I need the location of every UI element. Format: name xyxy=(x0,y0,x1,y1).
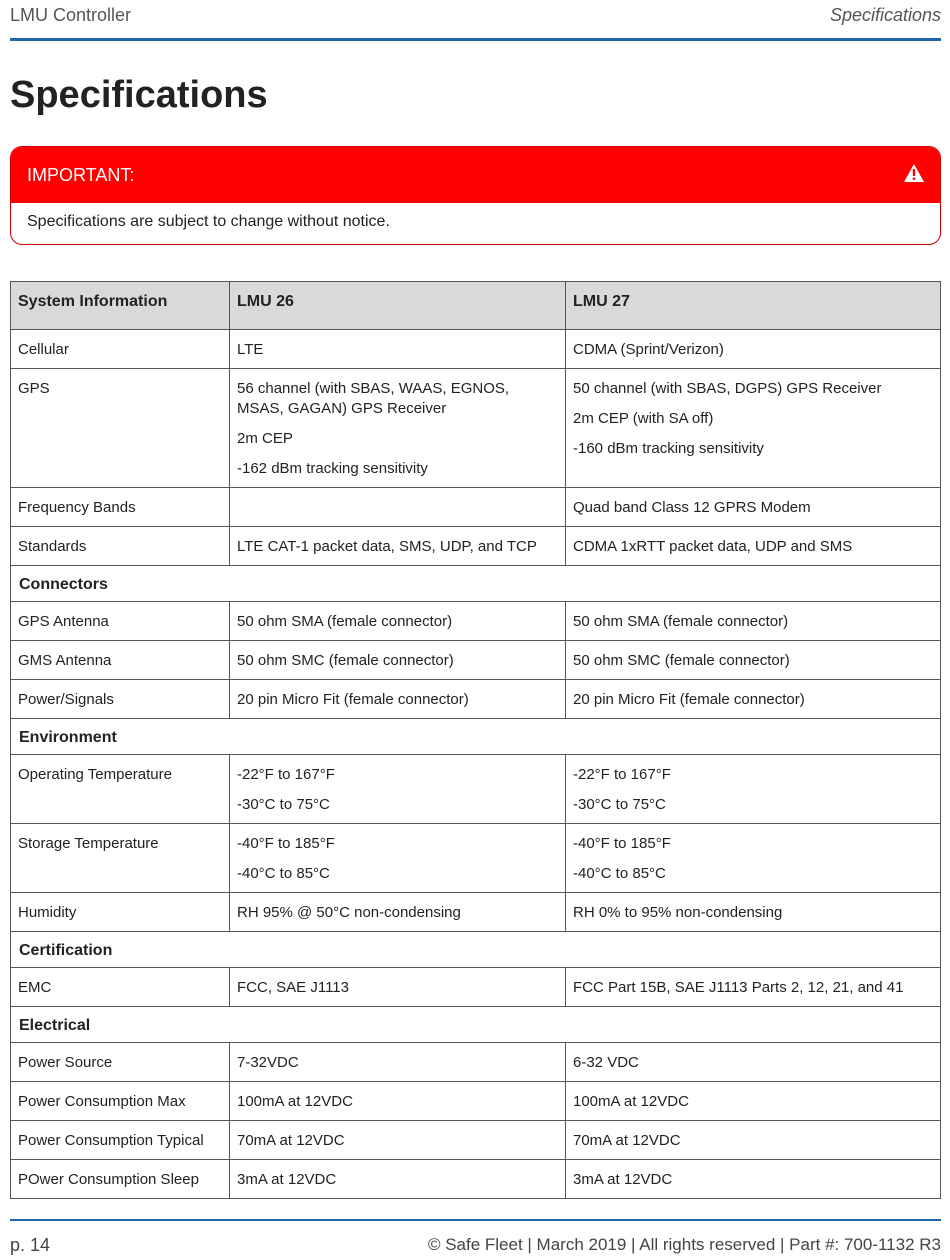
spec-cell xyxy=(230,1043,566,1082)
table-row xyxy=(11,641,941,680)
page-footer xyxy=(10,1219,941,1255)
spec-cell xyxy=(230,488,566,527)
spec-cell xyxy=(566,893,941,932)
column-header: LMU 26 xyxy=(230,282,566,330)
spec-cell xyxy=(230,602,566,641)
cell-text: -22°F to 167°F xyxy=(237,766,335,783)
cell-text: -40°C to 85°C xyxy=(237,865,330,882)
cell-text: CDMA 1xRTT packet data, UDP and SMS xyxy=(573,538,853,555)
section-heading: Connectors xyxy=(11,566,941,602)
spec-cell xyxy=(230,824,566,893)
row-label xyxy=(11,330,230,369)
spec-cell xyxy=(230,1082,566,1121)
cell-text: 50 ohm SMC (female connector) xyxy=(237,652,454,669)
row-label xyxy=(11,755,230,824)
cell-text: 3mA at 12VDC xyxy=(237,1171,337,1188)
table-row xyxy=(11,1121,941,1160)
spec-cell xyxy=(230,893,566,932)
row-label xyxy=(11,893,230,932)
spec-cell xyxy=(566,1082,941,1121)
row-label xyxy=(11,968,230,1007)
spec-cell xyxy=(566,641,941,680)
cell-text: 50 ohm SMA (female connector) xyxy=(237,613,453,630)
page-number: p. 14 xyxy=(10,1235,51,1255)
section-row xyxy=(11,719,941,755)
spec-cell xyxy=(566,1121,941,1160)
spec-cell xyxy=(566,755,941,824)
row-label xyxy=(11,1082,230,1121)
section-heading: Certification xyxy=(11,932,941,968)
cell-text: 2m CEP xyxy=(237,430,293,447)
spec-cell xyxy=(230,330,566,369)
section-heading: Environment xyxy=(11,719,941,755)
warning-icon xyxy=(904,164,924,187)
cell-text: 20 pin Micro Fit (female connector) xyxy=(237,691,469,708)
cell-text: Humidity xyxy=(18,904,77,921)
table-row xyxy=(11,824,941,893)
row-label xyxy=(11,641,230,680)
row-label xyxy=(11,488,230,527)
cell-text: Standards xyxy=(18,538,87,555)
table-row xyxy=(11,1082,941,1121)
cell-text: GPS Antenna xyxy=(18,613,109,630)
cell-text: -40°C to 85°C xyxy=(573,865,666,882)
cell-text: 7-32VDC xyxy=(237,1054,299,1071)
cell-text: 50 channel (with SBAS, DGPS) GPS Receiver xyxy=(573,380,882,397)
spec-cell xyxy=(566,488,941,527)
table-header-row xyxy=(11,282,941,330)
cell-text: Quad band Class 12 GPRS Modem xyxy=(573,499,811,516)
spec-cell xyxy=(230,369,566,488)
row-label xyxy=(11,602,230,641)
table-row xyxy=(11,1160,941,1199)
cell-text: 100mA at 12VDC xyxy=(573,1093,689,1110)
spec-cell xyxy=(230,641,566,680)
cell-text: 56 channel (with SBAS, WAAS, EGNOS, MSAS, GAGAN) GPS Receiver xyxy=(237,380,510,417)
notice-text: Specifications are subject to change without notice. xyxy=(27,213,390,230)
cell-text: 20 pin Micro Fit (female connector) xyxy=(573,691,805,708)
cell-text: 70mA at 12VDC xyxy=(573,1132,681,1149)
column-header: LMU 27 xyxy=(566,282,941,330)
cell-text: RH 95% @ 50°C non-condensing xyxy=(237,904,461,921)
table-row xyxy=(11,680,941,719)
cell-text: 70mA at 12VDC xyxy=(237,1132,345,1149)
cell-text: EMC xyxy=(18,979,52,996)
table-row xyxy=(11,488,941,527)
table-row xyxy=(11,602,941,641)
table-row xyxy=(11,755,941,824)
spec-cell xyxy=(230,527,566,566)
page-header xyxy=(10,0,941,41)
cell-text: -160 dBm tracking sensitivity xyxy=(573,440,764,457)
table-row xyxy=(11,1043,941,1082)
row-label xyxy=(11,369,230,488)
spec-cell xyxy=(566,968,941,1007)
cell-text: 3mA at 12VDC xyxy=(573,1171,673,1188)
cell-text: Power Source xyxy=(18,1054,113,1071)
spec-cell xyxy=(566,369,941,488)
cell-text: Storage Temperature xyxy=(18,835,159,852)
spec-cell xyxy=(230,680,566,719)
cell-text: -30°C to 75°C xyxy=(573,796,666,813)
spec-cell xyxy=(230,1160,566,1199)
row-label xyxy=(11,824,230,893)
table-row xyxy=(11,893,941,932)
cell-text: Power Consumption Max xyxy=(18,1093,186,1110)
row-label xyxy=(11,680,230,719)
cell-text: GMS Antenna xyxy=(18,652,112,669)
cell-text: -30°C to 75°C xyxy=(237,796,330,813)
cell-text: -22°F to 167°F xyxy=(573,766,671,783)
cell-text: 6-32 VDC xyxy=(573,1054,639,1071)
row-label xyxy=(11,1160,230,1199)
column-header: System Information xyxy=(11,282,230,330)
cell-text: Operating Temperature xyxy=(18,766,172,783)
section-title: Specifications xyxy=(829,5,941,25)
section-row xyxy=(11,932,941,968)
spec-cell xyxy=(566,1160,941,1199)
row-label xyxy=(11,1121,230,1160)
spec-cell xyxy=(566,680,941,719)
cell-text: -40°F to 185°F xyxy=(237,835,335,852)
section-row xyxy=(11,1007,941,1043)
cell-text: GPS xyxy=(18,380,50,397)
spec-cell xyxy=(230,755,566,824)
important-notice xyxy=(10,146,941,245)
spec-cell xyxy=(566,1043,941,1082)
cell-text: -162 dBm tracking sensitivity xyxy=(237,460,428,477)
table-row xyxy=(11,330,941,369)
cell-text: Frequency Bands xyxy=(18,499,136,516)
spec-cell xyxy=(230,968,566,1007)
section-row xyxy=(11,566,941,602)
table-row xyxy=(11,369,941,488)
row-label xyxy=(11,1043,230,1082)
cell-text: FCC, SAE J1113 xyxy=(237,979,349,996)
cell-text: LTE xyxy=(237,341,264,358)
cell-text: RH 0% to 95% non-condensing xyxy=(573,904,783,921)
cell-text: 50 ohm SMA (female connector) xyxy=(573,613,789,630)
document-title: LMU Controller xyxy=(10,5,132,25)
copyright: © Safe Fleet | March 2019 | All rights reserved | Part #: 700-1132 R3 xyxy=(427,1235,941,1254)
cell-text: CDMA (Sprint/Verizon) xyxy=(573,341,724,358)
section-heading: Electrical xyxy=(11,1007,941,1043)
spec-cell xyxy=(566,330,941,369)
table-row xyxy=(11,527,941,566)
spec-cell xyxy=(566,527,941,566)
spec-cell xyxy=(566,602,941,641)
cell-text: POwer Consumption Sleep xyxy=(18,1171,199,1188)
table-row xyxy=(11,968,941,1007)
cell-text: Power Consumption Typical xyxy=(18,1132,204,1149)
cell-text: LTE CAT-1 packet data, SMS, UDP, and TCP xyxy=(237,538,537,555)
cell-text: Power/Signals xyxy=(18,691,114,708)
cell-text: Cellular xyxy=(18,341,69,358)
cell-text: 50 ohm SMC (female connector) xyxy=(573,652,790,669)
cell-text: FCC Part 15B, SAE J1113 Parts 2, 12, 21, and 41 xyxy=(573,979,904,996)
spec-cell xyxy=(566,824,941,893)
row-label xyxy=(11,527,230,566)
cell-text: -40°F to 185°F xyxy=(573,835,671,852)
cell-text: 100mA at 12VDC xyxy=(237,1093,353,1110)
notice-label: IMPORTANT: xyxy=(27,164,135,185)
spec-cell xyxy=(230,1121,566,1160)
page-title: Specifications xyxy=(10,74,268,116)
cell-text: 2m CEP (with SA off) xyxy=(573,410,714,427)
specifications-table xyxy=(10,281,941,1199)
notice-header xyxy=(11,147,940,203)
